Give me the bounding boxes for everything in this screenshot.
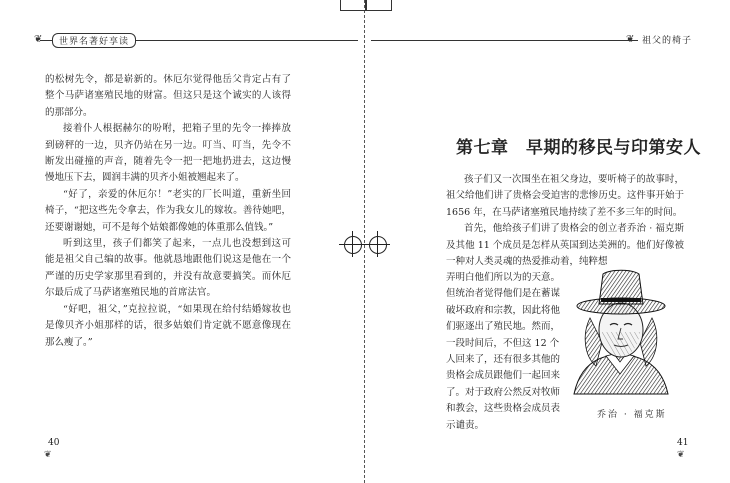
paragraph: 首先，他给孩子们讲了贵格会的创立者乔治 · 福克斯及其他 11 个成员是怎样从英国到达美洲的。他们好像被一种对人类灵魂的热爱推动着，纯粹想	[446, 223, 684, 268]
crop-mark-left	[340, 0, 366, 11]
text-line: 人回来了，还有很多其他的	[446, 354, 561, 366]
left-header-title: 世界名著好享读	[52, 33, 136, 48]
paragraph: “好吧，祖父，”克拉拉说，“如果现在给付结婚嫁妆也是像贝齐小姐那样的话，很多姑娘们肯定就不愿意像现在那么瘦了。”	[45, 303, 291, 348]
text-line: 弄明白他们所以为的天意。	[446, 272, 561, 283]
paragraph: 听到这里，孩子们都笑了起来，一点儿也没想到这可能是祖父自己编的故事。他就恳地跟他们说这是他在一个严谨的历史学家那里看到的，并没有故意要搞笑。而休厄尔最后成了马萨诸塞殖民地的首席法官。	[45, 238, 291, 299]
registration-mark-right	[369, 236, 387, 254]
spine-fold-line	[364, 0, 366, 483]
crop-mark-right	[366, 0, 392, 11]
text-line: 了。对于政府公然反对牧师	[446, 386, 561, 398]
text-line: 一段时间后，不但这 12 个	[446, 337, 560, 349]
right-page-number-ornament: ❦	[677, 450, 685, 460]
right-header-ornament: ❦	[626, 34, 635, 45]
portrait-george-fox	[566, 262, 674, 400]
paragraph: 孩子们又一次围坐在祖父身边，要听椅子的故事时，祖父给他们讲了贵格会受迫害的悲惨历史。这件事开始于 1656 年，在马萨诸塞殖民地持续了差不多三年的时间。	[446, 174, 684, 218]
left-page-number-ornament: ❦	[44, 450, 52, 460]
text-line: 和教会，这些贵格会成员表	[446, 403, 561, 415]
text-line: 示谴责。	[446, 419, 485, 431]
right-header-title: 祖父的椅子	[638, 33, 696, 46]
text-line: 们驱逐出了殖民地。然而，	[446, 321, 561, 333]
paragraph: “好了，亲爱的休厄尔！”老实的厂长叫道，重新坐回椅子，“把这些先令拿去，作为我女儿的嫁妆。善待她吧，还要谢谢她，可不是每个姑娘都像她的体重那么值钱。”	[45, 188, 291, 233]
text-line: 但统治者觉得他们是在蓄谋	[446, 288, 561, 300]
registration-mark-left	[344, 236, 362, 254]
paragraph: 的松树先令，都是崭新的。休厄尔觉得他岳父肯定占有了整个马萨诸塞殖民地的财富。但这只是这个诚实的人该得的那部分。	[45, 74, 291, 118]
left-header-ornament: ❦	[34, 34, 43, 45]
paragraph: 接着仆人根据赫尔的吩咐，把箱子里的先令一捧捧放到磅秤的一边，贝齐仍站在另一边。叮当、叮当，先令不断发出碰撞的声音，随着先令一把一把地扔进去，这边慢慢地压下去，圆润丰满的贝齐小姐被翘起来了。	[45, 123, 291, 184]
left-page-body	[45, 72, 291, 351]
svg-text:~: ~	[660, 384, 664, 389]
left-page-number: 40	[48, 438, 60, 448]
text-line: 贵格会成员跟他们一起回来	[446, 370, 561, 382]
portrait-caption: 乔治 · 福克斯	[597, 410, 667, 420]
right-page-body	[446, 172, 684, 270]
chapter-title: 第七章 早期的移民与印第安人	[456, 138, 701, 158]
right-page-narrow-column	[446, 270, 564, 434]
right-page-number: 41	[677, 438, 689, 448]
text-line: 破坏政府和宗教，因此将他	[446, 304, 561, 316]
